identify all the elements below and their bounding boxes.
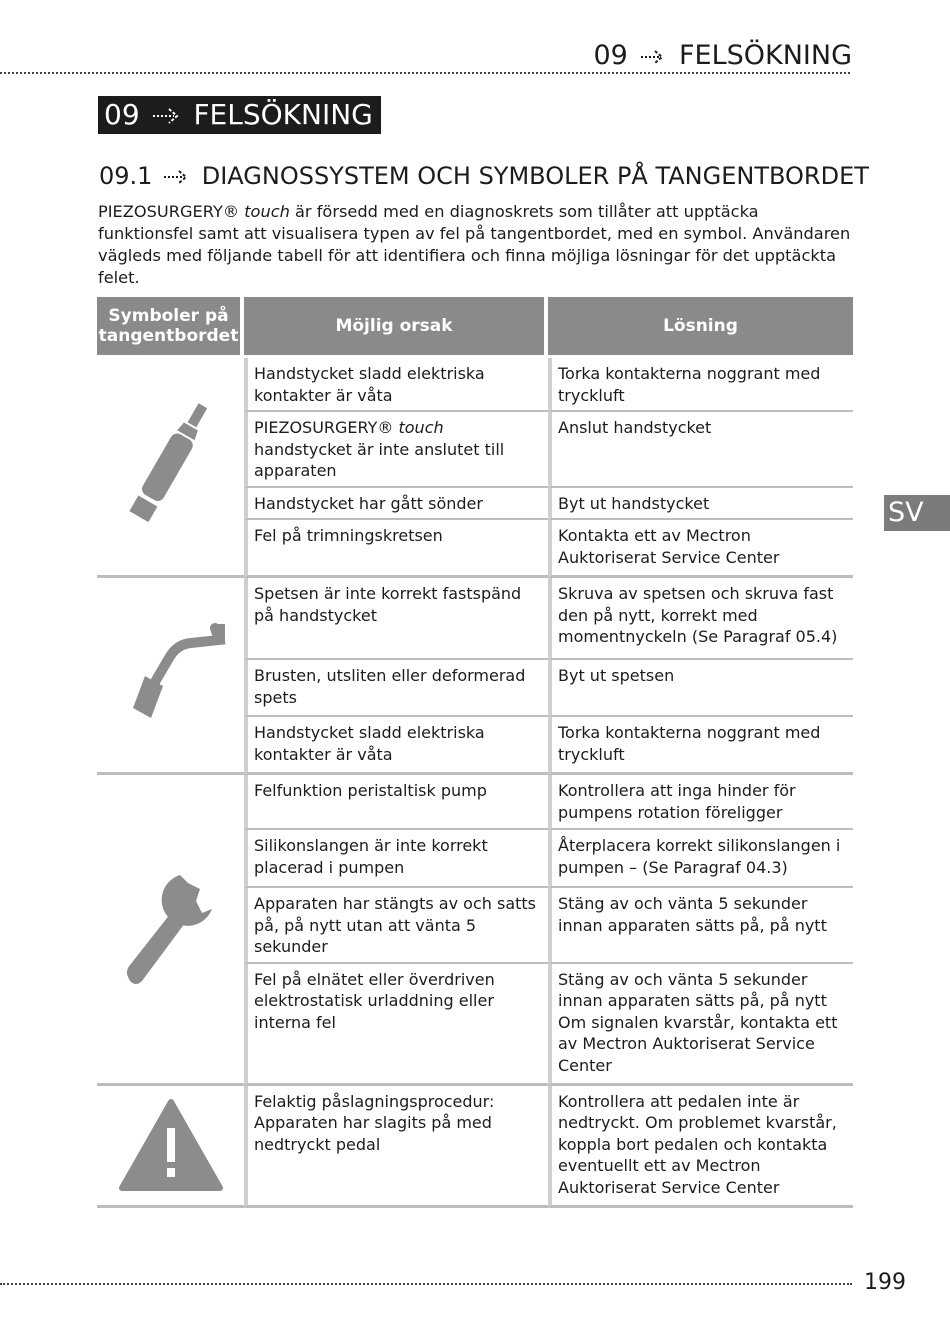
- intro-brand-italic: touch: [244, 202, 290, 221]
- header-cause: Möjlig orsak: [244, 297, 548, 358]
- symbol-cell: [97, 358, 244, 578]
- table-header-row: [97, 297, 853, 358]
- section-title: [99, 162, 869, 190]
- solution-cell: Stäng av och vänta 5 sekunder innan apparaten sätts på, på nytt Om signalen kvarstår, kontakta ett av Mectron Auktoriserat Service Center: [548, 964, 853, 1086]
- solution-cell: Stäng av och vänta 5 sekunder innan apparaten sätts på, på nytt: [548, 888, 853, 964]
- dotted-arrow-icon: [163, 169, 191, 185]
- running-header-number: 09: [593, 40, 628, 71]
- running-header-title: FELSÖKNING: [678, 40, 852, 71]
- cause-cell: Handstycket har gått sönder: [244, 488, 548, 521]
- solution-cell: Återplacera korrekt silikonslangen i pumpen – (Se Paragraf 04.3): [548, 830, 853, 888]
- section-number: 09.1: [99, 162, 153, 190]
- table-row: [97, 775, 853, 830]
- cause-text: handstycket är inte anslutet till apparaten: [254, 439, 505, 480]
- header-solution: Lösning: [548, 297, 853, 358]
- table-row: [97, 578, 853, 660]
- page-number: 199: [864, 1270, 906, 1295]
- running-header: [593, 40, 852, 71]
- section-name: DIAGNOSSYSTEM OCH SYMBOLER PÅ TANGENTBORDET: [201, 162, 869, 190]
- cause-cell: Fel på trimningskretsen: [244, 520, 548, 578]
- solution-cell: Torka kontakterna noggrant med tryckluft: [548, 358, 853, 412]
- solution-cell: Byt ut handstycket: [548, 488, 853, 521]
- symbol-cell: [97, 1086, 244, 1208]
- cause-brand-italic: touch: [398, 418, 444, 437]
- solution-cell: Torka kontakterna noggrant med tryckluft: [548, 717, 853, 775]
- table-row: [97, 358, 853, 412]
- solution-cell: Anslut handstycket: [548, 412, 853, 488]
- handpiece-icon: [116, 392, 226, 542]
- header-divider: [0, 72, 850, 74]
- chapter-title: [98, 96, 381, 134]
- solution-cell: Skruva av spetsen och skruva fast den på nytt, korrekt med momentnyckeln (Se Paragraf 05.4): [548, 578, 853, 660]
- cause-cell: Felaktig påslagningsprocedur: Apparaten har slagits på med nedtryckt pedal: [244, 1086, 548, 1208]
- cause-brand: PIEZOSURGERY®: [254, 418, 394, 437]
- diagnosis-table: [97, 297, 853, 1208]
- table-row: [97, 1086, 853, 1208]
- cause-cell: Silikonslangen är inte korrekt placerad i pumpen: [244, 830, 548, 888]
- cause-cell: Handstycket sladd elektriska kontakter är våta: [244, 358, 548, 412]
- wrench-icon: [116, 869, 226, 989]
- header-symbol: Symboler på tangentbordet: [97, 297, 244, 358]
- intro-brand: PIEZOSURGERY®: [98, 202, 240, 221]
- cause-cell: Spetsen är inte korrekt fastspänd på handstycket: [244, 578, 548, 660]
- cause-cell: Brusten, utsliten eller deformerad spets: [244, 660, 548, 717]
- solution-cell: Byt ut spetsen: [548, 660, 853, 717]
- chapter-name: FELSÖKNING: [193, 98, 373, 131]
- cause-cell: Felfunktion peristaltisk pump: [244, 775, 548, 830]
- insert-tip-icon: [111, 620, 231, 730]
- cause-cell: Apparaten har stängts av och satts på, på nytt utan att vänta 5 sekunder: [244, 888, 548, 964]
- cause-cell: Fel på elnätet eller överdriven elektrostatisk urladdning eller interna fel: [244, 964, 548, 1086]
- language-tab: SV: [884, 495, 950, 531]
- cause-cell: [244, 412, 548, 488]
- symbol-cell: [97, 578, 244, 775]
- cause-cell: Handstycket sladd elektriska kontakter är våta: [244, 717, 548, 775]
- symbol-cell: [97, 775, 244, 1086]
- intro-paragraph: [98, 201, 858, 289]
- solution-cell: Kontrollera att pedalen inte är nedtryckt. Om problemet kvarstår, koppla bort pedalen och kontakta eventuellt ett av Mectron Auktoriserat Service Center: [548, 1086, 853, 1208]
- chapter-number: 09: [104, 98, 140, 131]
- intro-text: är försedd med en diagnoskrets som tillåter att upptäcka funktionsfel samt att visualisera typen av fel på tangentbordet, med en symbol. Användaren vägleds med följande tabell för att identifiera och finna möjliga lösningar för det upptäckta felet.: [98, 202, 851, 287]
- dotted-arrow-icon: [640, 49, 666, 65]
- footer-divider: [0, 1283, 852, 1285]
- warning-triangle-icon: [118, 1098, 224, 1192]
- solution-cell: Kontakta ett av Mectron Auktoriserat Service Center: [548, 520, 853, 578]
- solution-cell: Kontrollera att inga hinder för pumpens rotation föreligger: [548, 775, 853, 830]
- dotted-arrow-icon: [152, 107, 182, 125]
